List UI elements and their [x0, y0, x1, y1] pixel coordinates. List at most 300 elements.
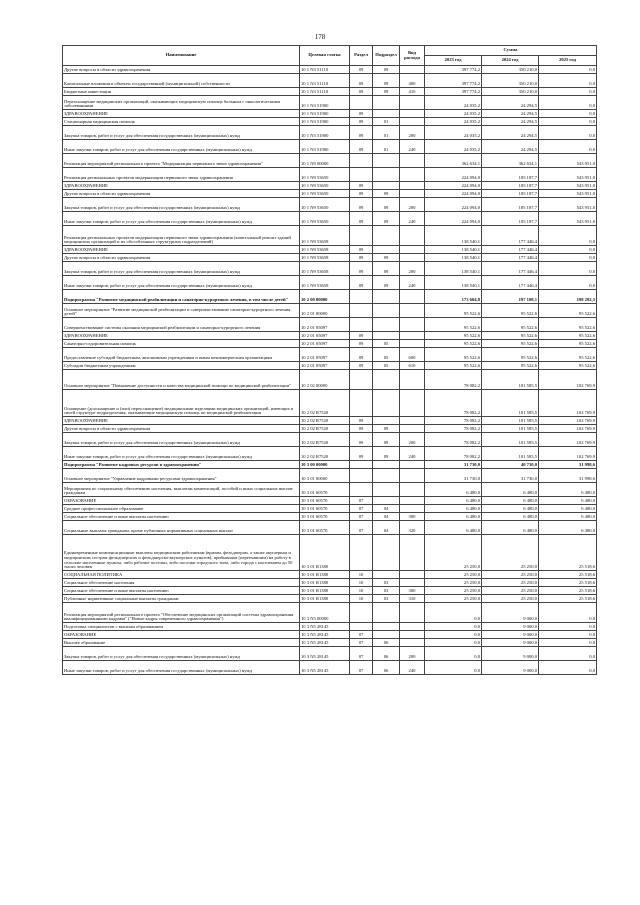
table-row: [63, 647, 597, 661]
row-target-code: 10 3 01 60570: [300, 513, 350, 521]
row-subsection: [373, 370, 400, 390]
row-target-code: 10 1 N3 51110: [300, 88, 350, 96]
row-target-code: 10 1 N9 53658: [300, 262, 350, 276]
row-amount-2024: 24 294,5: [482, 126, 539, 140]
row-expense-type: [400, 417, 425, 425]
row-name: ОБРАЗОВАНИЕ: [63, 497, 300, 505]
row-name: Капитальные вложения в объекты государственной (муниципальной) собственности: [63, 74, 300, 88]
row-subsection: [373, 469, 400, 483]
row-expense-type: [400, 425, 425, 433]
row-target-code: 10 2 02 R7520: [300, 425, 350, 433]
table-row: [63, 425, 597, 433]
row-subsection: 05: [373, 348, 400, 362]
row-amount-2025: 0,0: [539, 126, 597, 140]
table-row: [63, 246, 597, 254]
row-section: 07: [350, 647, 373, 661]
row-target-code: 10 2 02 R7520: [300, 433, 350, 447]
row-amount-2023: 78 082,2: [425, 425, 482, 433]
row-name: Иные закупки товаров, работ и услуг для обеспечения государственных (муниципальных) нужд: [63, 661, 300, 675]
row-target-code: 10 1 N9 53650: [300, 212, 350, 226]
table-row: [63, 140, 597, 154]
row-expense-type: 200: [400, 198, 425, 212]
row-amount-2023: 6 480,0: [425, 505, 482, 513]
row-amount-2025: 0,0: [539, 66, 597, 74]
row-subsection: [373, 483, 400, 497]
row-amount-2023: 25 250,0: [425, 571, 482, 579]
row-amount-2025: 0,0: [539, 110, 597, 118]
row-amount-2025: 25 518,6: [539, 595, 597, 603]
row-amount-2023: 138 540,1: [425, 246, 482, 254]
table-row: [63, 587, 597, 595]
row-amount-2024: 6 480,0: [482, 513, 539, 521]
row-amount-2024: 177 446,4: [482, 262, 539, 276]
row-amount-2023: 0,0: [425, 647, 482, 661]
row-amount-2025: 95 522,6: [539, 304, 597, 318]
row-amount-2024: 177 446,4: [482, 276, 539, 290]
row-section: 07: [350, 521, 373, 535]
table-row: [63, 340, 597, 348]
row-subsection: [373, 390, 400, 417]
row-target-code: 10 3 01 R1380: [300, 579, 350, 587]
row-expense-type: 410: [400, 88, 425, 96]
row-section: 09: [350, 447, 373, 461]
row-amount-2025: 95 522,6: [539, 348, 597, 362]
row-amount-2024: 24 294,5: [482, 96, 539, 110]
row-section: [350, 226, 373, 246]
row-name: Высшее образование: [63, 639, 300, 647]
row-subsection: 09: [373, 276, 400, 290]
row-expense-type: [400, 483, 425, 497]
row-amount-2024: 25 250,0: [482, 535, 539, 571]
row-amount-2024: 25 250,0: [482, 579, 539, 587]
row-target-code: 10 3 01 R1380: [300, 587, 350, 595]
row-section: 09: [350, 262, 373, 276]
row-subsection: 03: [373, 579, 400, 587]
row-name: Совершенствование системы оказания медицинской реабилитации и санаторно-курортного лечения: [63, 318, 300, 332]
row-amount-2023: 224 094,0: [425, 198, 482, 212]
row-amount-2025: 95 522,6: [539, 340, 597, 348]
row-amount-2025: 31 998,6: [539, 469, 597, 483]
row-amount-2024: 25 250,0: [482, 595, 539, 603]
row-subsection: 09: [373, 254, 400, 262]
row-amount-2023: 78 082,2: [425, 433, 482, 447]
row-target-code: 10 3 00 00000: [300, 461, 350, 469]
row-section: 09: [350, 118, 373, 126]
row-target-code: 10 3 01 R1380: [300, 535, 350, 571]
row-expense-type: [400, 332, 425, 340]
row-target-code: 10 2 02 00000: [300, 370, 350, 390]
row-section: 07: [350, 505, 373, 513]
row-amount-2023: 24 035,2: [425, 140, 482, 154]
row-section: 10: [350, 571, 373, 579]
row-name: Другие вопросы в области здравоохранения: [63, 66, 300, 74]
row-target-code: 10 3 01 R1380: [300, 571, 350, 579]
table-row: [63, 182, 597, 190]
row-section: 09: [350, 110, 373, 118]
row-expense-type: [400, 290, 425, 304]
row-expense-type: [400, 226, 425, 246]
row-subsection: 01: [373, 118, 400, 126]
row-name: ЗДРАВООХРАНЕНИЕ: [63, 182, 300, 190]
row-section: 09: [350, 198, 373, 212]
row-target-code: 10 3 01 60570: [300, 505, 350, 513]
row-amount-2024: 101 585,5: [482, 370, 539, 390]
row-amount-2025: 543 951,0: [539, 190, 597, 198]
row-amount-2023: 24 035,2: [425, 96, 482, 110]
row-expense-type: 320: [400, 521, 425, 535]
row-subsection: 09: [373, 190, 400, 198]
row-amount-2023: 138 540,1: [425, 254, 482, 262]
row-amount-2024: 350 210,0: [482, 88, 539, 96]
row-target-code: 10 2 02 R7520: [300, 447, 350, 461]
row-section: 09: [350, 340, 373, 348]
row-subsection: 09: [373, 262, 400, 276]
header-sum: Сумма: [425, 46, 597, 56]
row-amount-2024: 101 585,5: [482, 417, 539, 425]
row-subsection: [373, 631, 400, 639]
row-section: 10: [350, 579, 373, 587]
row-subsection: [373, 96, 400, 110]
header-expense-type: Вид расхода: [400, 46, 425, 66]
row-amount-2024: 24 294,5: [482, 118, 539, 126]
table-row: [63, 74, 597, 88]
row-name: Другие вопросы в области здравоохранения: [63, 190, 300, 198]
row-name: Реализация мероприятий регионального проекта "Обеспечение медицинских организаций системы здравоохранения квалифицированными кадрами" ("Новые кадры современного здравоохранения"): [63, 603, 300, 623]
row-expense-type: [400, 246, 425, 254]
row-section: 09: [350, 332, 373, 340]
row-amount-2023: 95 522,6: [425, 362, 482, 370]
row-subsection: [373, 304, 400, 318]
table-row: [63, 110, 597, 118]
row-target-code: 10 1 N3 51110: [300, 66, 350, 74]
header-year-2024: 2024 год: [482, 56, 539, 66]
row-amount-2023: 224 094,0: [425, 182, 482, 190]
row-section: [350, 469, 373, 483]
row-amount-2025: 25 518,6: [539, 587, 597, 595]
row-amount-2025: 25 518,6: [539, 535, 597, 571]
table-row: [63, 661, 597, 675]
row-subsection: [373, 290, 400, 304]
row-expense-type: 240: [400, 212, 425, 226]
row-amount-2023: 95 522,6: [425, 318, 482, 332]
row-subsection: [373, 603, 400, 623]
row-section: [350, 390, 373, 417]
row-expense-type: [400, 168, 425, 182]
row-amount-2024: 101 585,5: [482, 390, 539, 417]
row-amount-2023: 0,0: [425, 623, 482, 631]
row-amount-2024: 25 250,0: [482, 587, 539, 595]
row-amount-2025: 543 951,0: [539, 182, 597, 190]
row-target-code: 10 2 01 05097: [300, 318, 350, 332]
row-name: ЗДРАВООХРАНЕНИЕ: [63, 246, 300, 254]
row-amount-2024: 185 187,7: [482, 182, 539, 190]
row-target-code: 10 1 N9 53650: [300, 198, 350, 212]
row-section: 09: [350, 246, 373, 254]
row-name: ЗДРАВООХРАНЕНИЕ: [63, 110, 300, 118]
row-subsection: [373, 332, 400, 340]
row-amount-2025: 0,0: [539, 118, 597, 126]
row-subsection: [373, 154, 400, 168]
row-name: Социальное обеспечение и иные выплаты населению: [63, 587, 300, 595]
row-section: 09: [350, 126, 373, 140]
row-amount-2025: 0,0: [539, 661, 597, 675]
row-amount-2023: 224 094,0: [425, 190, 482, 198]
row-section: 07: [350, 661, 373, 675]
row-target-code: 10 1 N9 53650: [300, 190, 350, 198]
row-amount-2025: 31 998,6: [539, 461, 597, 469]
row-amount-2025: 95 522,6: [539, 362, 597, 370]
row-amount-2025: 6 480,0: [539, 497, 597, 505]
row-amount-2024: 101 585,5: [482, 447, 539, 461]
row-amount-2024: 24 294,5: [482, 110, 539, 118]
row-name: Иные закупки товаров, работ и услуг для обеспечения государственных (муниципальных) нужд: [63, 276, 300, 290]
row-amount-2024: 95 522,6: [482, 362, 539, 370]
row-amount-2023: 138 540,1: [425, 226, 482, 246]
table-row: [63, 304, 597, 318]
row-name: Закупка товаров, работ и услуг для обеспечения государственных (муниципальных) нужд: [63, 126, 300, 140]
row-section: 09: [350, 66, 373, 74]
row-target-code: 10 2 02 R7520: [300, 390, 350, 417]
row-amount-2025: 0,0: [539, 647, 597, 661]
row-target-code: 10 3 01 00000: [300, 469, 350, 483]
row-amount-2023: 24 035,2: [425, 110, 482, 118]
row-amount-2024: 9 000,0: [482, 603, 539, 623]
row-target-code: 10 3 N5 28145: [300, 623, 350, 631]
row-amount-2023: 6 480,0: [425, 497, 482, 505]
row-section: [350, 603, 373, 623]
row-amount-2023: 24 035,2: [425, 118, 482, 126]
row-section: [350, 318, 373, 332]
row-name: Основное мероприятие "Повышение доступности и качества медицинской помощи по медицинской реабилитации": [63, 370, 300, 390]
table-body: [63, 66, 597, 675]
row-subsection: [373, 571, 400, 579]
row-subsection: 04: [373, 521, 400, 535]
table-row: [63, 469, 597, 483]
row-amount-2025: 102 769,9: [539, 433, 597, 447]
row-section: [350, 535, 373, 571]
row-amount-2024: 31 730,0: [482, 469, 539, 483]
table-row: [63, 276, 597, 290]
row-target-code: 10 3 N5 00000: [300, 603, 350, 623]
row-name: Подпрограмма "Развитие кадровых ресурсов в здравоохранении": [63, 461, 300, 469]
table-row: [63, 212, 597, 226]
row-amount-2023: 0,0: [425, 639, 482, 647]
row-amount-2025: 0,0: [539, 226, 597, 246]
row-target-code: 10 2 01 05097: [300, 362, 350, 370]
row-target-code: 10 1 N9 53650: [300, 182, 350, 190]
row-amount-2025: 0,0: [539, 262, 597, 276]
row-section: 09: [350, 254, 373, 262]
row-section: 09: [350, 417, 373, 425]
table-row: [63, 483, 597, 497]
row-section: 09: [350, 212, 373, 226]
row-amount-2023: 25 250,0: [425, 595, 482, 603]
table-row: [63, 262, 597, 276]
row-name: Социальные выплаты гражданам, кроме публичных нормативных социальных выплат: [63, 521, 300, 535]
row-expense-type: 240: [400, 447, 425, 461]
row-section: 10: [350, 587, 373, 595]
row-section: 07: [350, 513, 373, 521]
row-expense-type: [400, 190, 425, 198]
row-target-code: 10 2 01 05097: [300, 348, 350, 362]
row-subsection: 09: [373, 74, 400, 88]
row-amount-2025: 0,0: [539, 88, 597, 96]
row-expense-type: 200: [400, 433, 425, 447]
row-subsection: [373, 182, 400, 190]
table-row: [63, 639, 597, 647]
table-row: [63, 226, 597, 246]
table-row: [63, 513, 597, 521]
row-expense-type: [400, 603, 425, 623]
row-amount-2025: 0,0: [539, 74, 597, 88]
row-expense-type: 610: [400, 362, 425, 370]
row-name: Субсидии бюджетным учреждениям: [63, 362, 300, 370]
row-target-code: 10 1 N9 53658: [300, 276, 350, 290]
table-row: [63, 571, 597, 579]
row-amount-2025: 0,0: [539, 254, 597, 262]
row-amount-2023: 25 250,0: [425, 535, 482, 571]
table-row: [63, 579, 597, 587]
row-amount-2025: 0,0: [539, 96, 597, 110]
table-row: [63, 461, 597, 469]
row-amount-2025: 0,0: [539, 140, 597, 154]
row-subsection: 04: [373, 513, 400, 521]
row-expense-type: 310: [400, 595, 425, 603]
row-section: 09: [350, 276, 373, 290]
row-amount-2024: 6 480,0: [482, 483, 539, 497]
row-name: СОЦИАЛЬНАЯ ПОЛИТИКА: [63, 571, 300, 579]
row-section: 09: [350, 362, 373, 370]
table-row: [63, 521, 597, 535]
row-subsection: [373, 226, 400, 246]
table-row: [63, 318, 597, 332]
row-expense-type: [400, 461, 425, 469]
row-amount-2024: 362 634,1: [482, 154, 539, 168]
row-section: [350, 290, 373, 304]
row-amount-2023: 173 604,8: [425, 290, 482, 304]
row-expense-type: [400, 304, 425, 318]
row-subsection: 09: [373, 66, 400, 74]
row-section: 07: [350, 631, 373, 639]
row-target-code: 10 2 01 00000: [300, 304, 350, 318]
table-row: [63, 631, 597, 639]
row-expense-type: 240: [400, 140, 425, 154]
row-target-code: 10 3 01 60570: [300, 497, 350, 505]
row-subsection: [373, 461, 400, 469]
row-amount-2023: 0,0: [425, 631, 482, 639]
row-name: Закупка товаров, работ и услуг для обеспечения государственных (муниципальных) нужд: [63, 198, 300, 212]
row-target-code: 10 1 N3 51900: [300, 96, 350, 110]
row-amount-2023: 25 250,0: [425, 579, 482, 587]
row-amount-2023: 362 634,1: [425, 154, 482, 168]
row-expense-type: [400, 370, 425, 390]
row-expense-type: [400, 154, 425, 168]
row-subsection: 09: [373, 425, 400, 433]
row-name: Подпрограмма "Развитие медицинской реабилитации и санаторно-курортного лечения, в том числе детей": [63, 290, 300, 304]
row-expense-type: [400, 505, 425, 513]
row-amount-2024: 40 730,0: [482, 461, 539, 469]
row-amount-2024: 9 000,0: [482, 639, 539, 647]
row-amount-2025: 95 522,6: [539, 332, 597, 340]
row-amount-2023: 6 480,0: [425, 513, 482, 521]
row-amount-2025: 543 951,0: [539, 212, 597, 226]
row-amount-2023: 95 522,6: [425, 340, 482, 348]
row-amount-2024: 9 000,0: [482, 623, 539, 631]
table-row: [63, 168, 597, 182]
table-row: [63, 96, 597, 110]
row-target-code: 10 1 N3 51900: [300, 140, 350, 154]
table-row: [63, 190, 597, 198]
row-amount-2023: 95 522,6: [425, 304, 482, 318]
row-name: Реализация региональных проектов модернизации первичного звена здравоохранения (капитальный ремонт зданий медицинских организаций и их обособленных структурных подразделений): [63, 226, 300, 246]
header-target-article: Целевая статья: [300, 46, 350, 66]
row-amount-2025: 102 769,9: [539, 390, 597, 417]
row-expense-type: [400, 318, 425, 332]
header-year-2023: 2023 год: [425, 56, 482, 66]
row-section: 07: [350, 639, 373, 647]
row-target-code: 10 2 00 00000: [300, 290, 350, 304]
row-amount-2025: 6 480,0: [539, 521, 597, 535]
row-section: 09: [350, 140, 373, 154]
row-amount-2024: 25 250,0: [482, 571, 539, 579]
row-expense-type: [400, 254, 425, 262]
row-subsection: [373, 497, 400, 505]
row-expense-type: 300: [400, 513, 425, 521]
row-section: [350, 168, 373, 182]
row-amount-2024: 185 187,7: [482, 198, 539, 212]
row-expense-type: [400, 631, 425, 639]
row-amount-2024: 6 480,0: [482, 521, 539, 535]
row-amount-2025: 0,0: [539, 639, 597, 647]
row-name: ЗДРАВООХРАНЕНИЕ: [63, 417, 300, 425]
row-target-code: 10 3 N5 28145: [300, 639, 350, 647]
row-amount-2023: 31 730,0: [425, 461, 482, 469]
table-row: [63, 447, 597, 461]
row-amount-2024: 9 000,0: [482, 661, 539, 675]
row-target-code: 10 1 N3 51900: [300, 126, 350, 140]
table-row: [63, 417, 597, 425]
row-subsection: 03: [373, 595, 400, 603]
row-amount-2024: 95 522,6: [482, 340, 539, 348]
row-name: Иные закупки товаров, работ и услуг для обеспечения государственных (муниципальных) нужд: [63, 212, 300, 226]
row-target-code: 10 1 N9 00000: [300, 154, 350, 168]
row-amount-2024: 9 000,0: [482, 647, 539, 661]
row-amount-2025: 543 951,0: [539, 154, 597, 168]
row-amount-2025: 198 292,5: [539, 290, 597, 304]
row-expense-type: [400, 497, 425, 505]
row-subsection: [373, 623, 400, 631]
row-expense-type: 240: [400, 276, 425, 290]
row-name: Переоснащение медицинских организаций, оказывающих медицинскую помощь больным с онкологическими заболеваниями: [63, 96, 300, 110]
row-section: [350, 483, 373, 497]
row-expense-type: [400, 469, 425, 483]
row-amount-2024: 95 522,6: [482, 318, 539, 332]
row-section: 09: [350, 348, 373, 362]
table-row: [63, 332, 597, 340]
row-target-code: 10 3 N5 28145: [300, 647, 350, 661]
row-amount-2024: 9 000,0: [482, 631, 539, 639]
row-expense-type: [400, 96, 425, 110]
row-name: Социальное обеспечение населения: [63, 579, 300, 587]
page-number: 178: [314, 33, 326, 41]
row-target-code: 10 1 N3 51110: [300, 74, 350, 88]
row-amount-2023: 6 480,0: [425, 483, 482, 497]
row-subsection: 09: [373, 88, 400, 96]
row-amount-2024: 24 294,5: [482, 140, 539, 154]
row-name: ОБРАЗОВАНИЕ: [63, 631, 300, 639]
table-row: [63, 433, 597, 447]
row-amount-2024: 95 522,6: [482, 332, 539, 340]
